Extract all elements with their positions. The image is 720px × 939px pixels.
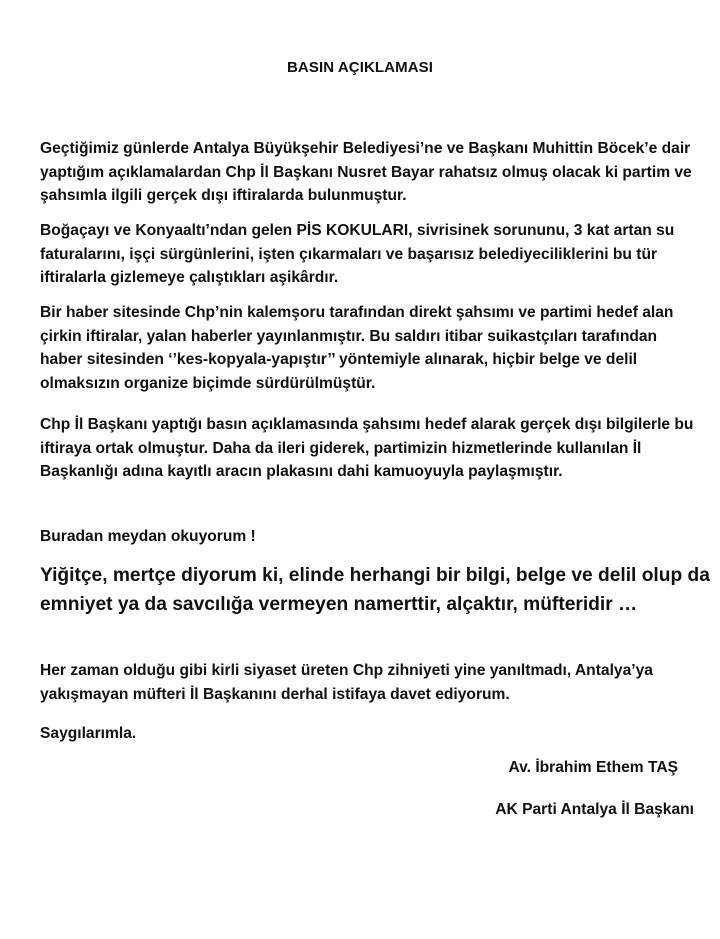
paragraph-emphasis: Yiğitçe, mertçe diyorum ki, elinde herhangi bir bilgi, belge ve delil olup da emniyet ya da savcılığa vermeyen namerttir, alçaktır, müfteridir … <box>40 565 710 615</box>
document-title: BASIN AÇIKLAMASI <box>286 59 434 76</box>
paragraph-issues: Boğaçayı ve Konyaaltı’ndan gelen PİS KOKULARI, sivrisinek sorununu, 3 kat artan su faturalarını, işçi sürgünlerini, işten çıkarmaları ve başarısız belediyeciliklerini bu tür iftiralarla gizlemeye çalıştıkları aşikârdır. <box>40 222 675 286</box>
paragraph-resignation-call: Her zaman olduğu gibi kirli siyaset üreten Chp zihniyeti yine yanıltmadı, Antalya’ya yakışmayan müfteri İl Başkanını derhal istifaya davet ediyorum. <box>40 662 653 703</box>
paragraph-challenge: Buradan meydan okuyorum ! <box>40 528 256 545</box>
signature-position: AK Parti Antalya İl Başkanı <box>495 801 694 818</box>
paragraph-news-site: Bir haber sitesinde Chp’nin kalemşoru tarafından direkt şahsımı ve partimi hedef alan çirkin iftiralar, yalan haberler yayınlanmıştır. Bu saldırı itibar suikastçıları tarafından haber sitesinden ‘’kes-kopyala-yapıştır’’ yöntemiyle alınarak, hiçbir belge ve delil olmaksızın organize biçimde sürdürülmüştür. <box>40 304 674 392</box>
paragraph-chp-statement: Chp İl Başkanı yaptığı basın açıklamasında şahsımı hedef alarak gerçek dışı bilgilerle bu iftiraya ortak olmuştur. Daha da ileri giderek, partimizin hizmetlerinde kullanılan İl Başkanlığı adına kayıtlı aracın plakasını dahi kamuoyuyla paylaşmıştır. <box>40 416 694 480</box>
paragraph-intro: Geçtiğimiz günlerde Antalya Büyükşehir Belediyesi’ne ve Başkanı Muhittin Böcek’e dair yaptığım açıklamalardan Chp İl Başkanı Nusret Bayar rahatsız olmuş olacak ki partim ve şahsımla ilgili gerçek dışı iftiralarda bulunmuştur. <box>40 140 692 204</box>
paragraph-closing: Saygılarımla. <box>40 725 137 742</box>
signature-name: Av. İbrahim Ethem TAŞ <box>508 759 678 776</box>
